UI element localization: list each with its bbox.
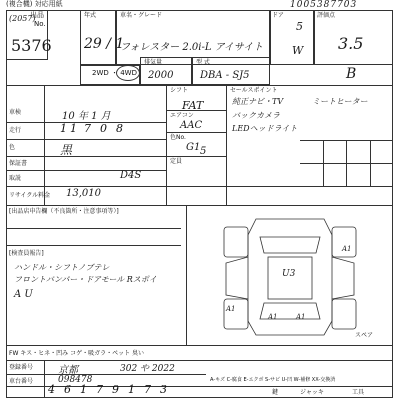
grid-line xyxy=(323,140,324,186)
plate-value: 京都 xyxy=(58,365,78,376)
rating-value: 3.5 xyxy=(338,34,364,53)
bottom-digit: 1 xyxy=(128,383,135,396)
exhibit-label: 出品 xyxy=(30,11,44,19)
drive-circle-mark xyxy=(116,65,140,81)
inspector-notes-label: [検査員報告] xyxy=(9,250,44,257)
color-no-label: 色No. xyxy=(170,134,186,141)
bottom-digit: 9 xyxy=(112,383,119,396)
options-row-line xyxy=(6,345,393,346)
sales-point-item: ミートヒーター xyxy=(312,97,368,106)
key-label: 鍵 xyxy=(272,389,279,396)
mid-column-divider xyxy=(166,85,167,205)
mid-row-line xyxy=(166,132,226,133)
right-check-grid xyxy=(300,140,393,186)
chassis-no-label: 車台番号 xyxy=(9,378,34,385)
car-name-value: フォレスター 2.0i-L アイサイト xyxy=(120,42,264,53)
spec-label-divider xyxy=(44,85,45,205)
color-value: 黒 xyxy=(60,143,73,157)
notes-line xyxy=(6,228,181,229)
jack-label: ジャッキ xyxy=(300,389,324,396)
capacity-label: 定員 xyxy=(170,158,183,165)
spec-row-line xyxy=(6,85,393,86)
damage-legend: A-キズ C-腐食 E-エクボ S-サビ U-凹 W-補修 XX-交換済 xyxy=(210,377,336,383)
bottom-digit: 3 xyxy=(160,383,167,396)
plate-number-value: 302 や 2022 xyxy=(120,364,175,374)
manual-value: D4S xyxy=(120,170,142,181)
mid-column-divider xyxy=(226,85,227,205)
model-label: 型 式 xyxy=(196,59,210,66)
grid-line xyxy=(370,140,371,186)
sales-point-item: バックカメラ xyxy=(232,111,280,120)
options-label: FW キス・ヒネ・凹み コゲ・吸ガラ・ペット 臭い xyxy=(9,350,144,357)
spare-label: スペア xyxy=(355,332,374,339)
color-no-value: G1 xyxy=(186,142,201,153)
bottom-digit: 7 xyxy=(144,383,151,396)
mileage-digit: 1 xyxy=(70,122,77,135)
damage-mark: A1 xyxy=(342,245,352,253)
sales-point-item: LEDヘッドライト xyxy=(232,124,298,133)
displacement-value: 2000 xyxy=(148,70,174,81)
inspection-value: 10 年 1 月 xyxy=(62,111,111,122)
capacity-value: 5 xyxy=(200,146,207,157)
reg-row-line xyxy=(6,374,206,375)
body-type-value: W xyxy=(292,44,304,57)
bottom-digit: 4 xyxy=(48,383,55,396)
reg-no-label: 登録番号 xyxy=(9,364,34,371)
inspector-note: ハンドル・シフトノブテレ xyxy=(14,263,110,272)
spec-row-line xyxy=(6,186,393,187)
mileage-digit: 1 xyxy=(60,122,67,135)
model-value: DBA - SJ5 xyxy=(200,70,250,81)
color-label: 色 xyxy=(9,144,16,151)
form-title-note: (複合機) 対応用紙 xyxy=(6,0,63,8)
transmission-value: FAT xyxy=(182,99,204,112)
mileage-digit: 8 xyxy=(116,122,123,135)
notes-line xyxy=(6,245,181,246)
ac-label: エアコン xyxy=(170,112,194,119)
mileage-label: 走行 xyxy=(9,127,22,134)
chassis-no-value: 098478 xyxy=(58,375,93,385)
displacement-label: 排気量 xyxy=(144,59,163,66)
mileage-digits xyxy=(50,120,160,140)
year-label: 年式 xyxy=(84,12,97,19)
drive-label: 2WD ・ 4WD xyxy=(92,69,137,77)
warranty-label: 保証書 xyxy=(9,160,28,167)
mid-row-line xyxy=(166,156,226,157)
manual-label: 取説 xyxy=(9,175,22,182)
spec-row-line xyxy=(6,139,166,140)
bottom-digit: 7 xyxy=(96,383,103,396)
bottom-digit: 1 xyxy=(80,383,87,396)
recycle-value: 13,010 xyxy=(66,188,101,199)
car-name-label: 車名・グレード xyxy=(120,12,163,19)
damage-mark: A1 xyxy=(268,313,278,321)
auction-sub-number: (2057) xyxy=(9,14,36,23)
exhibitor-notes-label: [出品店申告欄（不良箇所・注意事項等）] xyxy=(9,208,119,215)
document-barcode-number: 1005387703 xyxy=(290,0,358,10)
bottom-digit: 6 xyxy=(64,383,71,396)
mid-row-line xyxy=(166,110,226,111)
rating-label: 評価点 xyxy=(317,12,336,19)
transmission-label: シフト xyxy=(170,87,189,94)
exhibit-no-label: No. xyxy=(34,20,46,28)
grid-line xyxy=(346,140,347,186)
bottom-digit-row xyxy=(44,383,184,398)
car-diagram xyxy=(186,205,393,345)
lot-number: 5376 xyxy=(11,36,52,55)
damage-mark: A1 xyxy=(226,305,236,313)
inspection-label: 車検 xyxy=(9,109,22,116)
inspector-note: フロントバンパー・ドアモール Rスポイ xyxy=(14,275,157,284)
ac-value: AAC xyxy=(180,120,203,131)
recycle-label: リサイクル料金 xyxy=(9,192,51,199)
year-value: 29 / 1 xyxy=(84,36,125,52)
mileage-digit: 7 xyxy=(84,122,91,135)
doors-label: ドア xyxy=(272,12,284,19)
sales-point-item: 純正ナビ・TV xyxy=(232,97,284,106)
sales-points-label: セールスポイント xyxy=(230,87,278,94)
mileage-digit: 0 xyxy=(100,122,107,135)
damage-mark: A1 xyxy=(296,313,306,321)
diagram-divider xyxy=(186,205,187,345)
spec-row-line xyxy=(6,156,166,157)
tools-label: 工具 xyxy=(352,389,365,396)
damage-mark: U3 xyxy=(282,269,296,279)
interior-value: B xyxy=(346,66,357,82)
spec-row-line xyxy=(6,170,166,171)
doors-value: 5 xyxy=(296,20,303,33)
inspector-note: A U xyxy=(14,289,33,300)
